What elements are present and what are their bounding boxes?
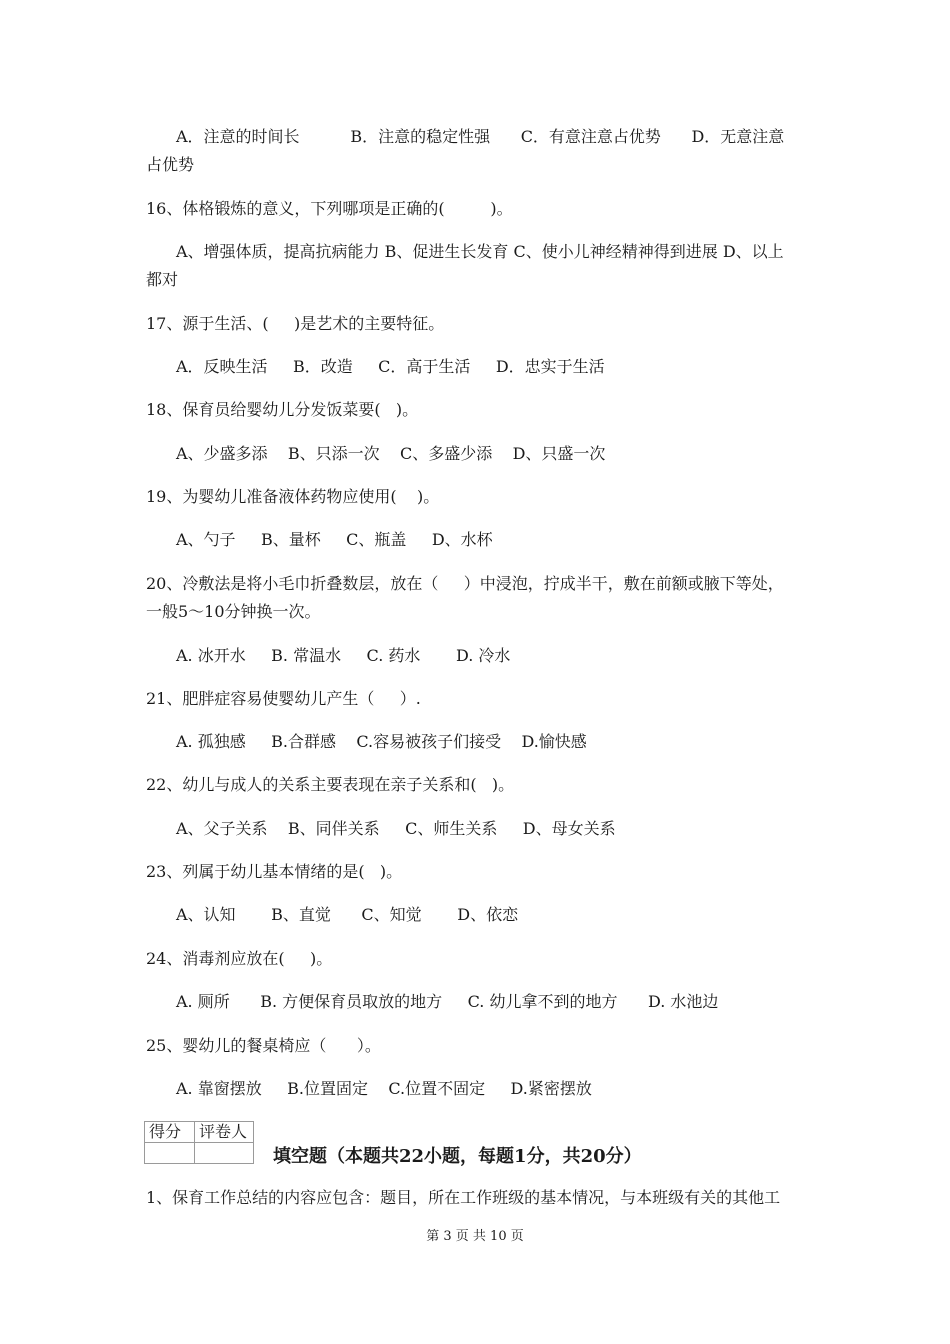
score-table-header-row	[145, 1122, 254, 1143]
q23-options: A、认知 B、直觉 C、知觉 D、依恋	[176, 905, 519, 924]
score-table-blank-row	[145, 1143, 254, 1164]
q23-question: 23、列属于幼儿基本情绪的是( )。	[146, 862, 403, 881]
q16-options-line2: 都对	[146, 270, 179, 289]
q20-options: A. 冰开水 B. 常温水 C. 药水 D. 冷水	[176, 646, 511, 665]
q24-options: A. 厕所 B. 方便保育员取放的地方 C. 幼儿拿不到的地方 D. 水池边	[176, 992, 719, 1011]
q19-question: 19、为婴幼儿准备液体药物应使用( )。	[146, 487, 440, 506]
page-footer: 第 3 页 共 10 页	[426, 1229, 524, 1244]
q15-options-line1: A．注意的时间长 B．注意的稳定性强 C．有意注意占优势 D．无意注意	[176, 127, 785, 146]
q20-question-line2: 一般5～10分钟换一次。	[146, 602, 321, 621]
q18-options: A、少盛多添 B、只添一次 C、多盛少添 D、只盛一次	[176, 444, 606, 463]
q22-options: A、父子关系 B、同伴关系 C、师生关系 D、母女关系	[176, 819, 616, 838]
q19-options: A、勺子 B、量杯 C、瓶盖 D、水杯	[176, 530, 493, 549]
q22-question: 22、幼儿与成人的关系主要表现在亲子关系和( )。	[146, 775, 515, 794]
q17-options: A．反映生活 B．改造 C．高于生活 D．忠实于生活	[176, 357, 605, 376]
q25-question: 25、婴幼儿的餐桌椅应（ ）。	[146, 1036, 381, 1055]
q18-question: 18、保育员给婴幼儿分发饭菜要( )。	[146, 400, 419, 419]
fill-blank-q1: 1、保育工作总结的内容应包含：题目，所在工作班级的基本情况，与本班级有关的其他工	[146, 1188, 781, 1207]
q15-options-line2: 占优势	[146, 155, 195, 174]
grader-cell-label: 评卷人	[195, 1122, 254, 1143]
grader-cell-blank	[195, 1143, 254, 1164]
q21-question: 21、肥胖症容易使婴幼儿产生（ ）.	[146, 689, 421, 708]
q16-question: 16、体格锻炼的意义，下列哪项是正确的( )。	[146, 199, 513, 218]
q21-options: A. 孤独感 B.合群感 C.容易被孩子们接受 D.愉快感	[176, 732, 587, 751]
section-title: 填空题（本题共22小题，每题1分，共20分）	[273, 1146, 642, 1167]
q25-options: A. 靠窗摆放 B.位置固定 C.位置不固定 D.紧密摆放	[176, 1079, 592, 1098]
score-cell-label: 得分	[145, 1122, 195, 1143]
q16-options-line1: A、增强体质，提高抗病能力 B、促进生长发育 C、使小儿神经精神得到进展 D、以上	[176, 242, 784, 261]
q20-question-line1: 20、冷敷法是将小毛巾折叠数层，放在（ ）中浸泡，拧成半干，敷在前额或腋下等处，	[146, 574, 784, 593]
score-cell-blank	[145, 1143, 195, 1164]
q24-question: 24、消毒剂应放在( )。	[146, 949, 333, 968]
score-table	[144, 1121, 254, 1164]
q17-question: 17、源于生活、( )是艺术的主要特征。	[146, 314, 445, 333]
